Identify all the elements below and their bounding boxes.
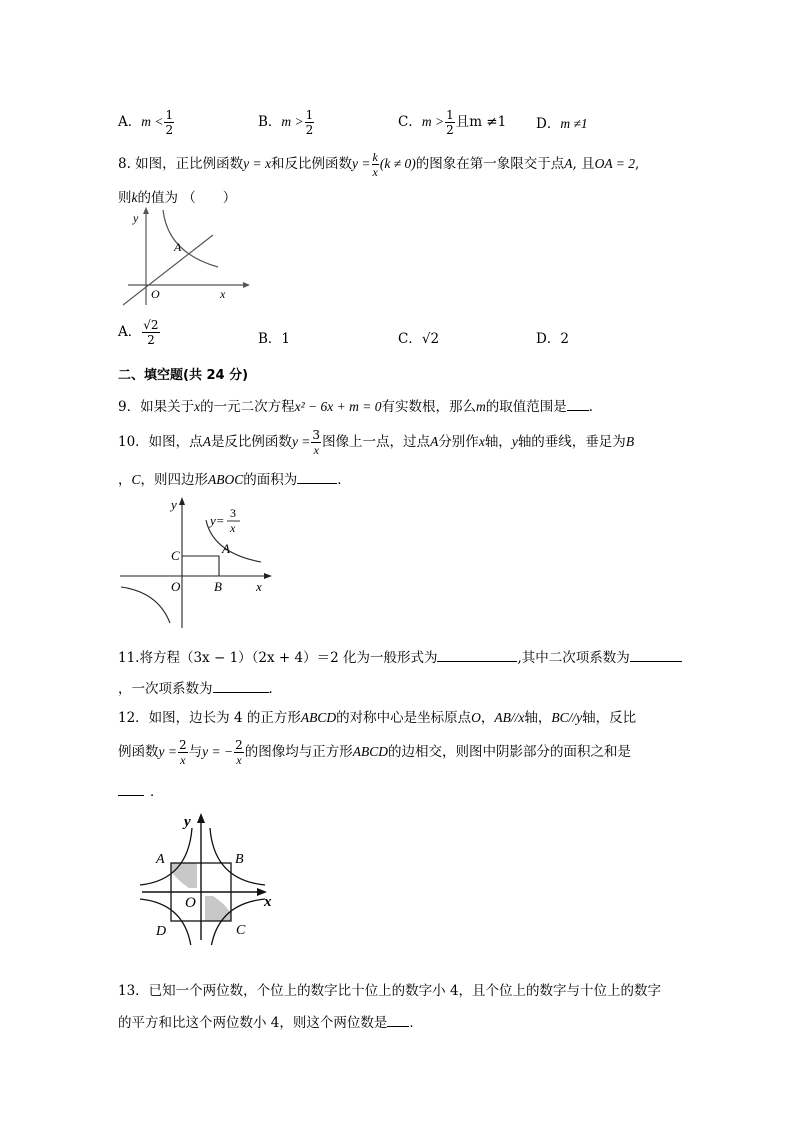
q13-answer-blank[interactable] <box>387 1012 409 1027</box>
q10-stem-line2: ，C，则四边形ABOC的面积为 ． <box>118 468 351 488</box>
q7-option-d: D．m ≠1 <box>536 116 588 132</box>
q8-option-c: C．√2 <box>398 331 440 347</box>
q11-general-form-blank[interactable] <box>437 647 517 662</box>
q12-shade-q2 <box>171 863 197 888</box>
q11-linear-coef-blank[interactable] <box>213 678 269 693</box>
q10-func-lhs: y= <box>210 513 225 528</box>
q10-label-y: y <box>171 497 177 512</box>
q8-hyperbola <box>163 210 218 267</box>
q7-option-a: A．m < $\frac{1}{2}$ <box>118 108 174 137</box>
q10-label-a: A <box>222 541 230 556</box>
q10-x-arrow <box>264 573 272 579</box>
q8-stem-line2: 则k的值为 （ ） <box>118 190 237 206</box>
q12-label-d: D <box>156 924 167 939</box>
q11-quadratic-coef-blank[interactable] <box>630 647 682 662</box>
q10-hyperbola-q3 <box>121 587 170 623</box>
q12-answer-blank[interactable] <box>118 781 144 796</box>
q10-func-den: x <box>230 521 236 535</box>
q10-y-arrow <box>179 497 185 505</box>
q10-func-num: 3 <box>230 506 236 520</box>
q8-option-a: A． $\frac{√2}{2}$ <box>118 318 159 347</box>
q8-line-y-equals-x <box>123 235 213 305</box>
q10-rectangle <box>182 556 219 576</box>
q8-label-o: O <box>151 287 160 301</box>
q10-graph <box>118 495 278 630</box>
q13-stem-line1: 13．已知一个两位数，个位上的数字比十位上的数字小 4，且个位上的数字与十位上的数字 <box>118 983 662 999</box>
q8-label-x: x <box>220 287 226 301</box>
q12-graph <box>140 810 290 945</box>
q8-option-d: D．2 <box>536 331 569 347</box>
q12-label-o: O <box>185 895 196 911</box>
q9-stem: 9．如果关于x的一元二次方程x² − 6x + m = 0有实数根，那么m的取值范围是 ． <box>118 395 602 415</box>
q12-shade-q4 <box>205 896 231 921</box>
q8-y-arrow <box>143 207 149 214</box>
q10-label-c: C <box>171 548 180 563</box>
q8-label-a: A <box>174 240 182 254</box>
q8-graph <box>118 205 258 315</box>
q7-option-b: B．m > $\frac{1}{2}$ <box>258 108 314 137</box>
q10-stem-line1: 10．如图，点A是反比例函数y = $\frac{3}{x}$ 图像上一点，过点A分别作x轴，y轴的垂线，垂足为B <box>118 428 635 457</box>
q12-label-y: y <box>184 814 191 830</box>
q8-x-arrow <box>243 282 250 288</box>
q12-stem-line3: ． <box>118 780 164 800</box>
q10-label-b: B <box>214 579 222 594</box>
section-title: 二、填空题(共 24 分) <box>118 368 249 383</box>
q11-stem-line1: 11.将方程（3x − 1）（2x + 4）＝2 化为一般形式为 ,其中二次项系数为 <box>118 646 682 666</box>
q12-y-arrow <box>197 813 205 823</box>
q11-stem-line2: ，一次项系数为 ． <box>118 677 282 697</box>
q12-label-a: A <box>156 852 165 867</box>
q10-label-x: x <box>256 579 262 594</box>
q10-answer-blank[interactable] <box>297 469 337 484</box>
q8-label-y: y <box>133 211 139 225</box>
q8-stem-line1: 8. 如图，正比例函数y = x和反比例函数y = $\frac{k}{x}$ (k ≠ 0)的图象在第一象限交于点A, 且OA = 2, <box>118 150 640 179</box>
q12-label-b: B <box>235 852 244 867</box>
q7-option-c: C．m > $\frac{1}{2}$ 且m ≠1 <box>398 108 507 137</box>
q12-label-x: x <box>264 894 272 910</box>
q12-label-c: C <box>236 923 246 938</box>
q9-answer-blank[interactable] <box>567 396 589 411</box>
q8-option-b: B．1 <box>258 331 291 347</box>
q13-stem-line2: 的平方和比这个两位数小 4，则这个两位数是 ． <box>118 1011 423 1031</box>
q12-stem-line2: 例函数y = $\frac{2}{x}$ 与y = − $\frac{2}{x}$ 的图像均与正方形ABCD的边相交，则图中阴影部分的面积之和是 <box>118 738 631 767</box>
q12-stem-line1: 12．如图，边长为 4 的正方形ABCD的对称中心是坐标原点O，AB//x轴，BC//y轴，反比 <box>118 710 637 726</box>
q10-label-o: O <box>171 579 181 594</box>
